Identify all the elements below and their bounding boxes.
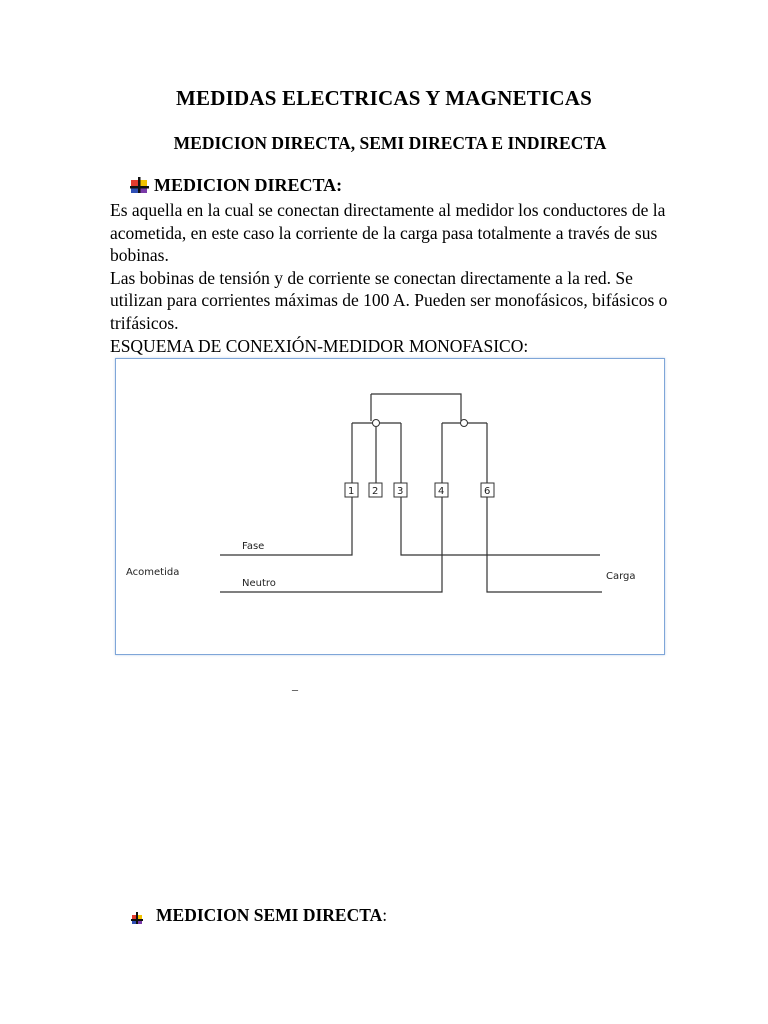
terminal-label-1: 1	[348, 486, 355, 497]
section-heading-medicion-directa	[130, 175, 342, 196]
section-heading-semi-directa	[130, 905, 387, 926]
section-heading-text: MEDICION DIRECTA:	[154, 175, 343, 195]
acometida-label: Acometida	[126, 567, 180, 578]
wiring-diagram	[115, 358, 665, 655]
document-title: MEDIDAS ELECTRICAS Y MAGNETICAS	[176, 86, 592, 110]
terminal-label-6: 6	[484, 486, 491, 497]
paragraph-bobinas: Las bobinas de tensión y de corriente se conectan directamente a la red. Se utilizan para corrientes máximas de 100 A. Pueden ser monofásicos, bifásicos o trifásicos.	[110, 267, 668, 333]
right-junction-dot	[461, 420, 468, 427]
terminal-label-2: 2	[372, 486, 379, 497]
arrow-bullet-icon	[130, 909, 144, 923]
section-body	[110, 199, 670, 357]
section2-heading-text: MEDICION SEMI DIRECTA	[156, 905, 383, 925]
section2-heading-suffix: :	[382, 905, 388, 925]
carga-label: Carga	[606, 571, 636, 582]
stray-mark: _	[292, 678, 298, 692]
colored-arrow-bullet-icon	[130, 177, 150, 195]
neutro-label: Neutro	[242, 578, 276, 589]
terminal-label-3: 3	[397, 486, 404, 497]
fase-label: Fase	[242, 541, 265, 552]
left-junction-dot	[373, 420, 380, 427]
document-subtitle: MEDICION DIRECTA, SEMI DIRECTA E INDIRECTA	[173, 133, 607, 153]
paragraph-esquema-heading: ESQUEMA DE CONEXIÓN-MEDIDOR MONOFASICO:	[110, 335, 529, 356]
terminal-label-4: 4	[438, 486, 445, 497]
paragraph-definition: Es aquella en la cual se conectan directamente al medidor los conductores de la acometida, en este caso la corriente de la carga pasa totalmente a través de sus bobinas.	[110, 200, 666, 266]
